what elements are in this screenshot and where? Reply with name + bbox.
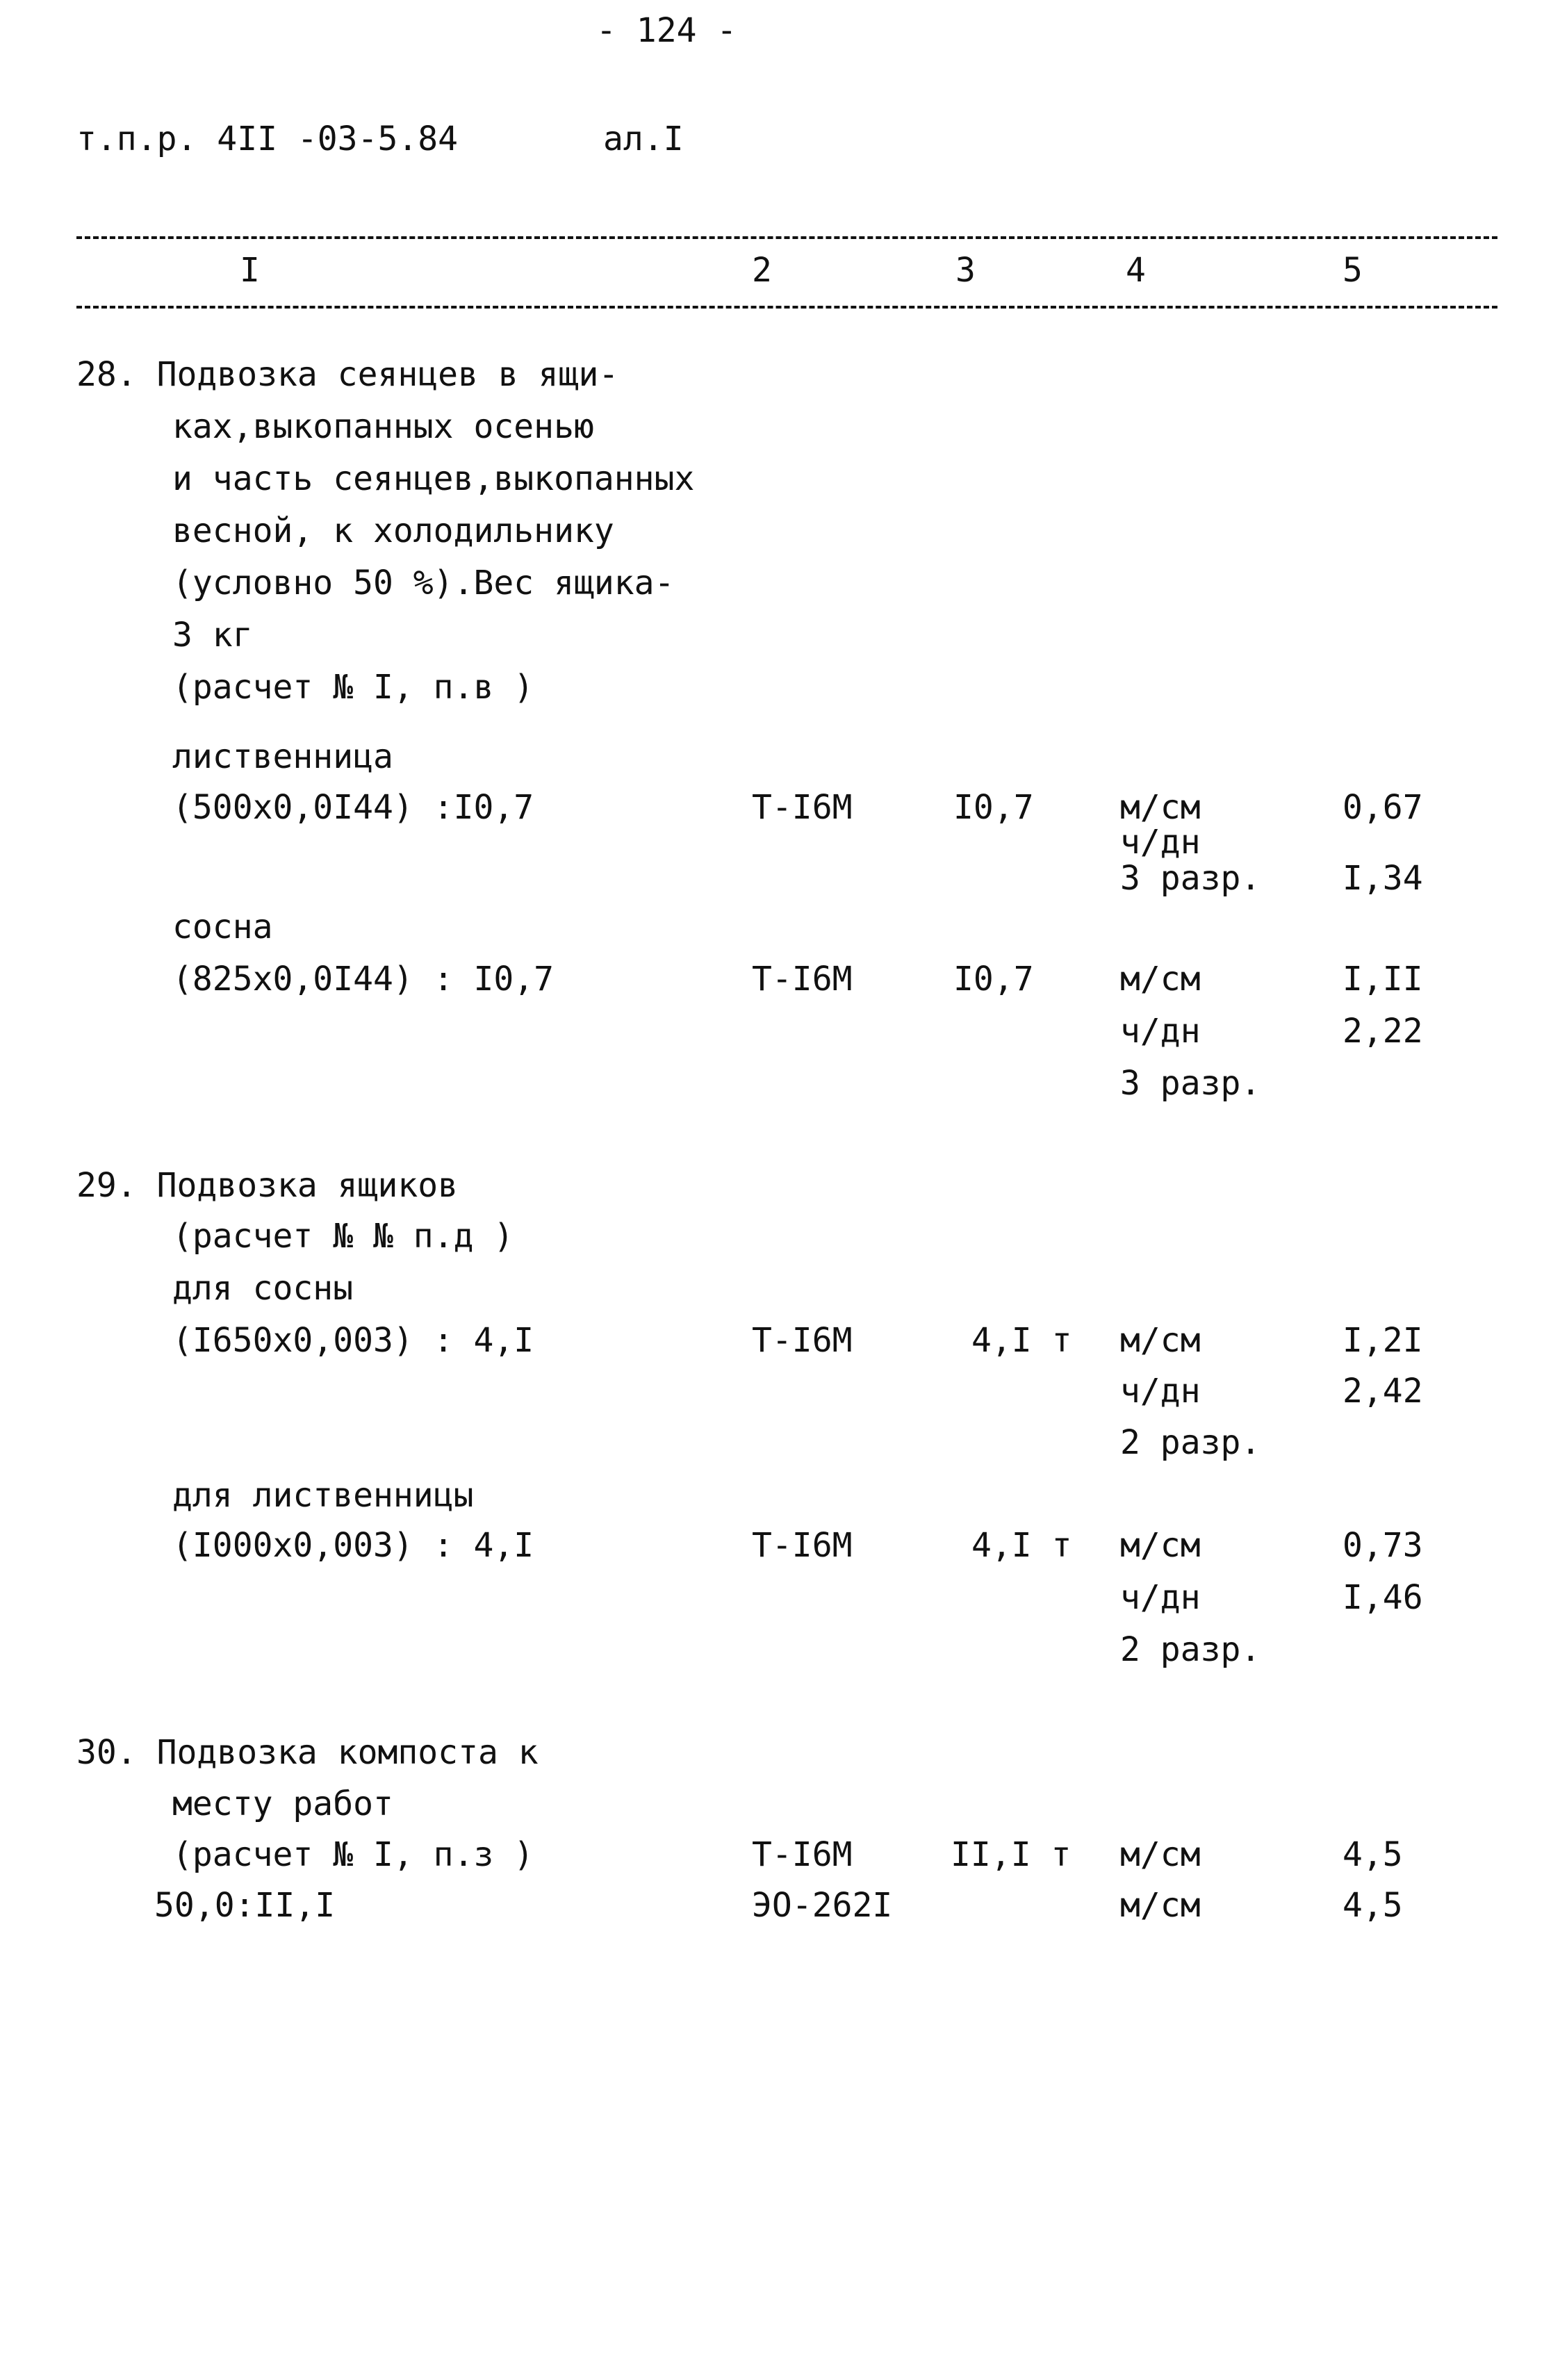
page-number: - 124 - bbox=[596, 11, 737, 50]
item-28-title: 28. Подвозка сеянцев в ящи- bbox=[76, 355, 619, 394]
item-28-larch-value-man-day: I,34 bbox=[1343, 859, 1423, 898]
item-29-larch-qty: 4,I т bbox=[971, 1526, 1072, 1565]
column-header-2: 2 bbox=[752, 251, 772, 290]
item-29-pine-unit-machine-shift: м/см bbox=[1120, 1321, 1201, 1360]
item-28-larch-unit-man-day: ч/дн bbox=[1120, 823, 1201, 862]
item-29-larch-value-machine-shift: 0,73 bbox=[1343, 1526, 1423, 1565]
item-28-larch-qty: I0,7 bbox=[953, 788, 1034, 827]
item-28-desc-line: 3 кг bbox=[172, 616, 253, 655]
item-28-larch-rank: 3 разр. bbox=[1120, 859, 1261, 898]
item-28-desc-line: (условно 50 %).Вес ящика- bbox=[172, 564, 675, 602]
item-30-row1-unit: м/см bbox=[1120, 1835, 1201, 1874]
item-30-desc-line: месту работ bbox=[172, 1784, 393, 1823]
item-29-larch-name: для лиственницы bbox=[172, 1476, 474, 1515]
column-header-5: 5 bbox=[1343, 251, 1363, 290]
item-30-row1-value: 4,5 bbox=[1343, 1835, 1403, 1874]
item-30-calc-ref: (расчет № I, п.з ) bbox=[172, 1835, 534, 1874]
item-30-formula: 50,0:II,I bbox=[154, 1886, 336, 1925]
item-29-pine-formula: (I650x0,003) : 4,I bbox=[172, 1321, 534, 1360]
item-28-larch-machine: Т-I6М bbox=[752, 788, 853, 827]
column-header-4: 4 bbox=[1126, 251, 1146, 290]
sheet-label: ал.I bbox=[603, 120, 684, 158]
item-30-row1-qty: II,I т bbox=[951, 1835, 1072, 1874]
item-29-title: 29. Подвозка ящиков bbox=[76, 1166, 459, 1205]
doc-code: т.п.р. 4II -03-5.84 bbox=[76, 120, 459, 158]
item-28-pine-name: сосна bbox=[172, 908, 273, 946]
item-29-pine-qty: 4,I т bbox=[971, 1321, 1072, 1360]
table-header-bottom-rule bbox=[76, 306, 1497, 309]
item-30-row1-machine: Т-I6М bbox=[752, 1835, 853, 1874]
item-28-larch-value-machine-shift: 0,67 bbox=[1343, 788, 1423, 827]
item-28-larch-unit-machine-shift: м/см bbox=[1120, 788, 1201, 827]
item-28-pine-value-machine-shift: I,II bbox=[1343, 960, 1423, 999]
item-30-row2-value: 4,5 bbox=[1343, 1886, 1403, 1925]
column-header-3: 3 bbox=[955, 251, 976, 290]
item-28-desc-line: ках,выкопанных осенью bbox=[172, 407, 594, 446]
item-28-pine-rank: 3 разр. bbox=[1120, 1064, 1261, 1103]
item-29-larch-value-man-day: I,46 bbox=[1343, 1578, 1423, 1617]
item-29-larch-unit-machine-shift: м/см bbox=[1120, 1526, 1201, 1565]
item-28-larch-formula: (500x0,0I44) :I0,7 bbox=[172, 788, 534, 827]
item-29-pine-value-machine-shift: I,2I bbox=[1343, 1321, 1423, 1360]
item-30-row2-machine: ЭО-262I bbox=[752, 1886, 893, 1925]
item-28-calc-ref: (расчет № I, п.в ) bbox=[172, 668, 534, 707]
item-28-pine-formula: (825x0,0I44) : I0,7 bbox=[172, 960, 555, 999]
item-28-pine-unit-man-day: ч/дн bbox=[1120, 1012, 1201, 1051]
item-28-larch-name: лиственница bbox=[172, 737, 393, 776]
item-29-larch-formula: (I000x0,003) : 4,I bbox=[172, 1526, 534, 1565]
item-29-pine-machine: Т-I6М bbox=[752, 1321, 853, 1360]
item-28-pine-qty: I0,7 bbox=[953, 960, 1034, 999]
item-28-pine-value-man-day: 2,22 bbox=[1343, 1012, 1423, 1051]
item-29-calc-ref: (расчет № № п.д ) bbox=[172, 1217, 514, 1256]
item-29-larch-machine: Т-I6М bbox=[752, 1526, 853, 1565]
item-29-pine-name: для сосны bbox=[172, 1269, 354, 1308]
item-28-pine-unit-machine-shift: м/см bbox=[1120, 960, 1201, 999]
item-29-larch-rank: 2 разр. bbox=[1120, 1630, 1261, 1669]
table-top-rule bbox=[76, 236, 1497, 239]
item-28-desc-line: и часть сеянцев,выкопанных bbox=[172, 459, 695, 498]
item-29-pine-value-man-day: 2,42 bbox=[1343, 1372, 1423, 1411]
item-29-larch-unit-man-day: ч/дн bbox=[1120, 1578, 1201, 1617]
item-28-desc-line: весной, к холодильнику bbox=[172, 511, 614, 550]
item-30-title: 30. Подвозка компоста к bbox=[76, 1733, 539, 1772]
item-29-pine-rank: 2 разр. bbox=[1120, 1423, 1261, 1462]
column-header-1: I bbox=[240, 251, 260, 290]
item-30-row2-unit: м/см bbox=[1120, 1886, 1201, 1925]
item-29-pine-unit-man-day: ч/дн bbox=[1120, 1372, 1201, 1411]
item-28-pine-machine: Т-I6М bbox=[752, 960, 853, 999]
